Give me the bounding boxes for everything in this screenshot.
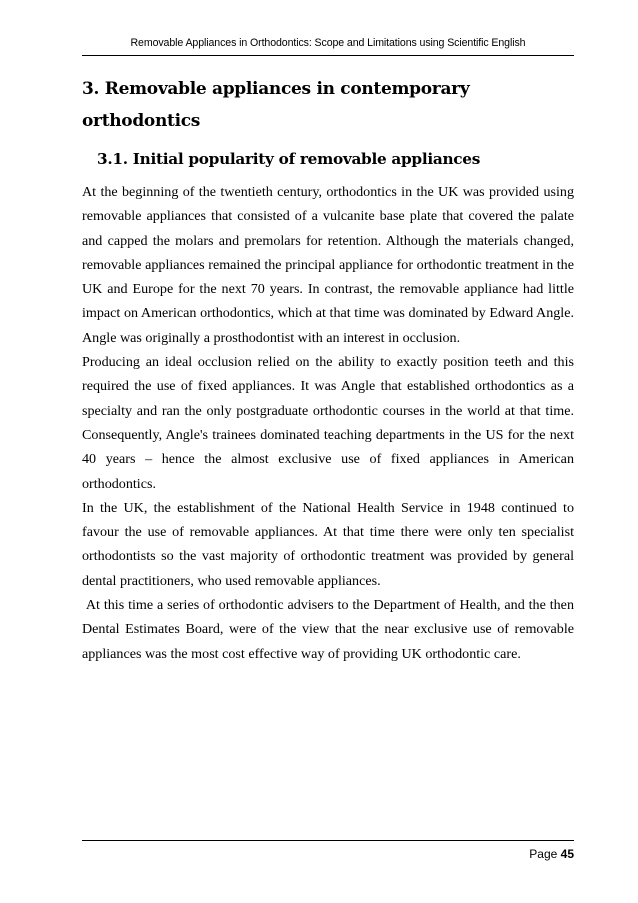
page-number (529, 847, 574, 861)
running-header: Removable Appliances in Orthodontics: Scope and Limitations using Scientific English (130, 37, 526, 49)
paragraph-3: In the UK, the establishment of the National Health Service in 1948 continued to favour the use of removable appliances. At that time there were only ten specialist orthodontists so the vast majority of orthodontic treatment was provided by general dental practitioners, who used removable appliances. (82, 499, 574, 589)
paragraph-2: Producing an ideal occlusion relied on the ability to exactly position teeth and this required the use of fixed appliances. It was Angle that established orthodontics as a specialty and ran the only postgraduate orthodontic courses in the world at that time. Consequently, Angle's trainees dominated teaching departments in the US for the next 40 years – hence the almost exclusive use of fixed appliances in American orthodontics. (82, 354, 574, 492)
footer-divider (82, 840, 574, 841)
paragraph-4: At this time a series of orthodontic advisers to the Department of Health, and the then Dental Estimates Board, were of the view that the near exclusive use of removable appliances was the most cost effective way of providing UK orthodontic care. (82, 597, 578, 662)
page-label: Page (529, 847, 558, 861)
page-number-value: 45 (560, 847, 574, 861)
paragraph-1: At the beginning of the twentieth century, orthodontics in the UK was provided using removable appliances that consisted of a vulcanite base plate that covered the palate and capped the molars and premolars for retention. Although the materials changed, removable appliances remained the principal appliance for orthodontic treatment in the UK and Europe for the next 70 years. In contrast, the removable appliance had little impact on American orthodontics, which at that time was dominated by Edward Angle. Angle was originally a prosthodontist with an interest in occlusion. (82, 184, 574, 346)
section-heading: 3. Removable appliances in contemporary orthodontics (82, 79, 470, 131)
body-text (82, 180, 578, 666)
subsection-heading: 3.1. Initial popularity of removable appliances (97, 150, 481, 168)
header-divider (82, 55, 574, 56)
